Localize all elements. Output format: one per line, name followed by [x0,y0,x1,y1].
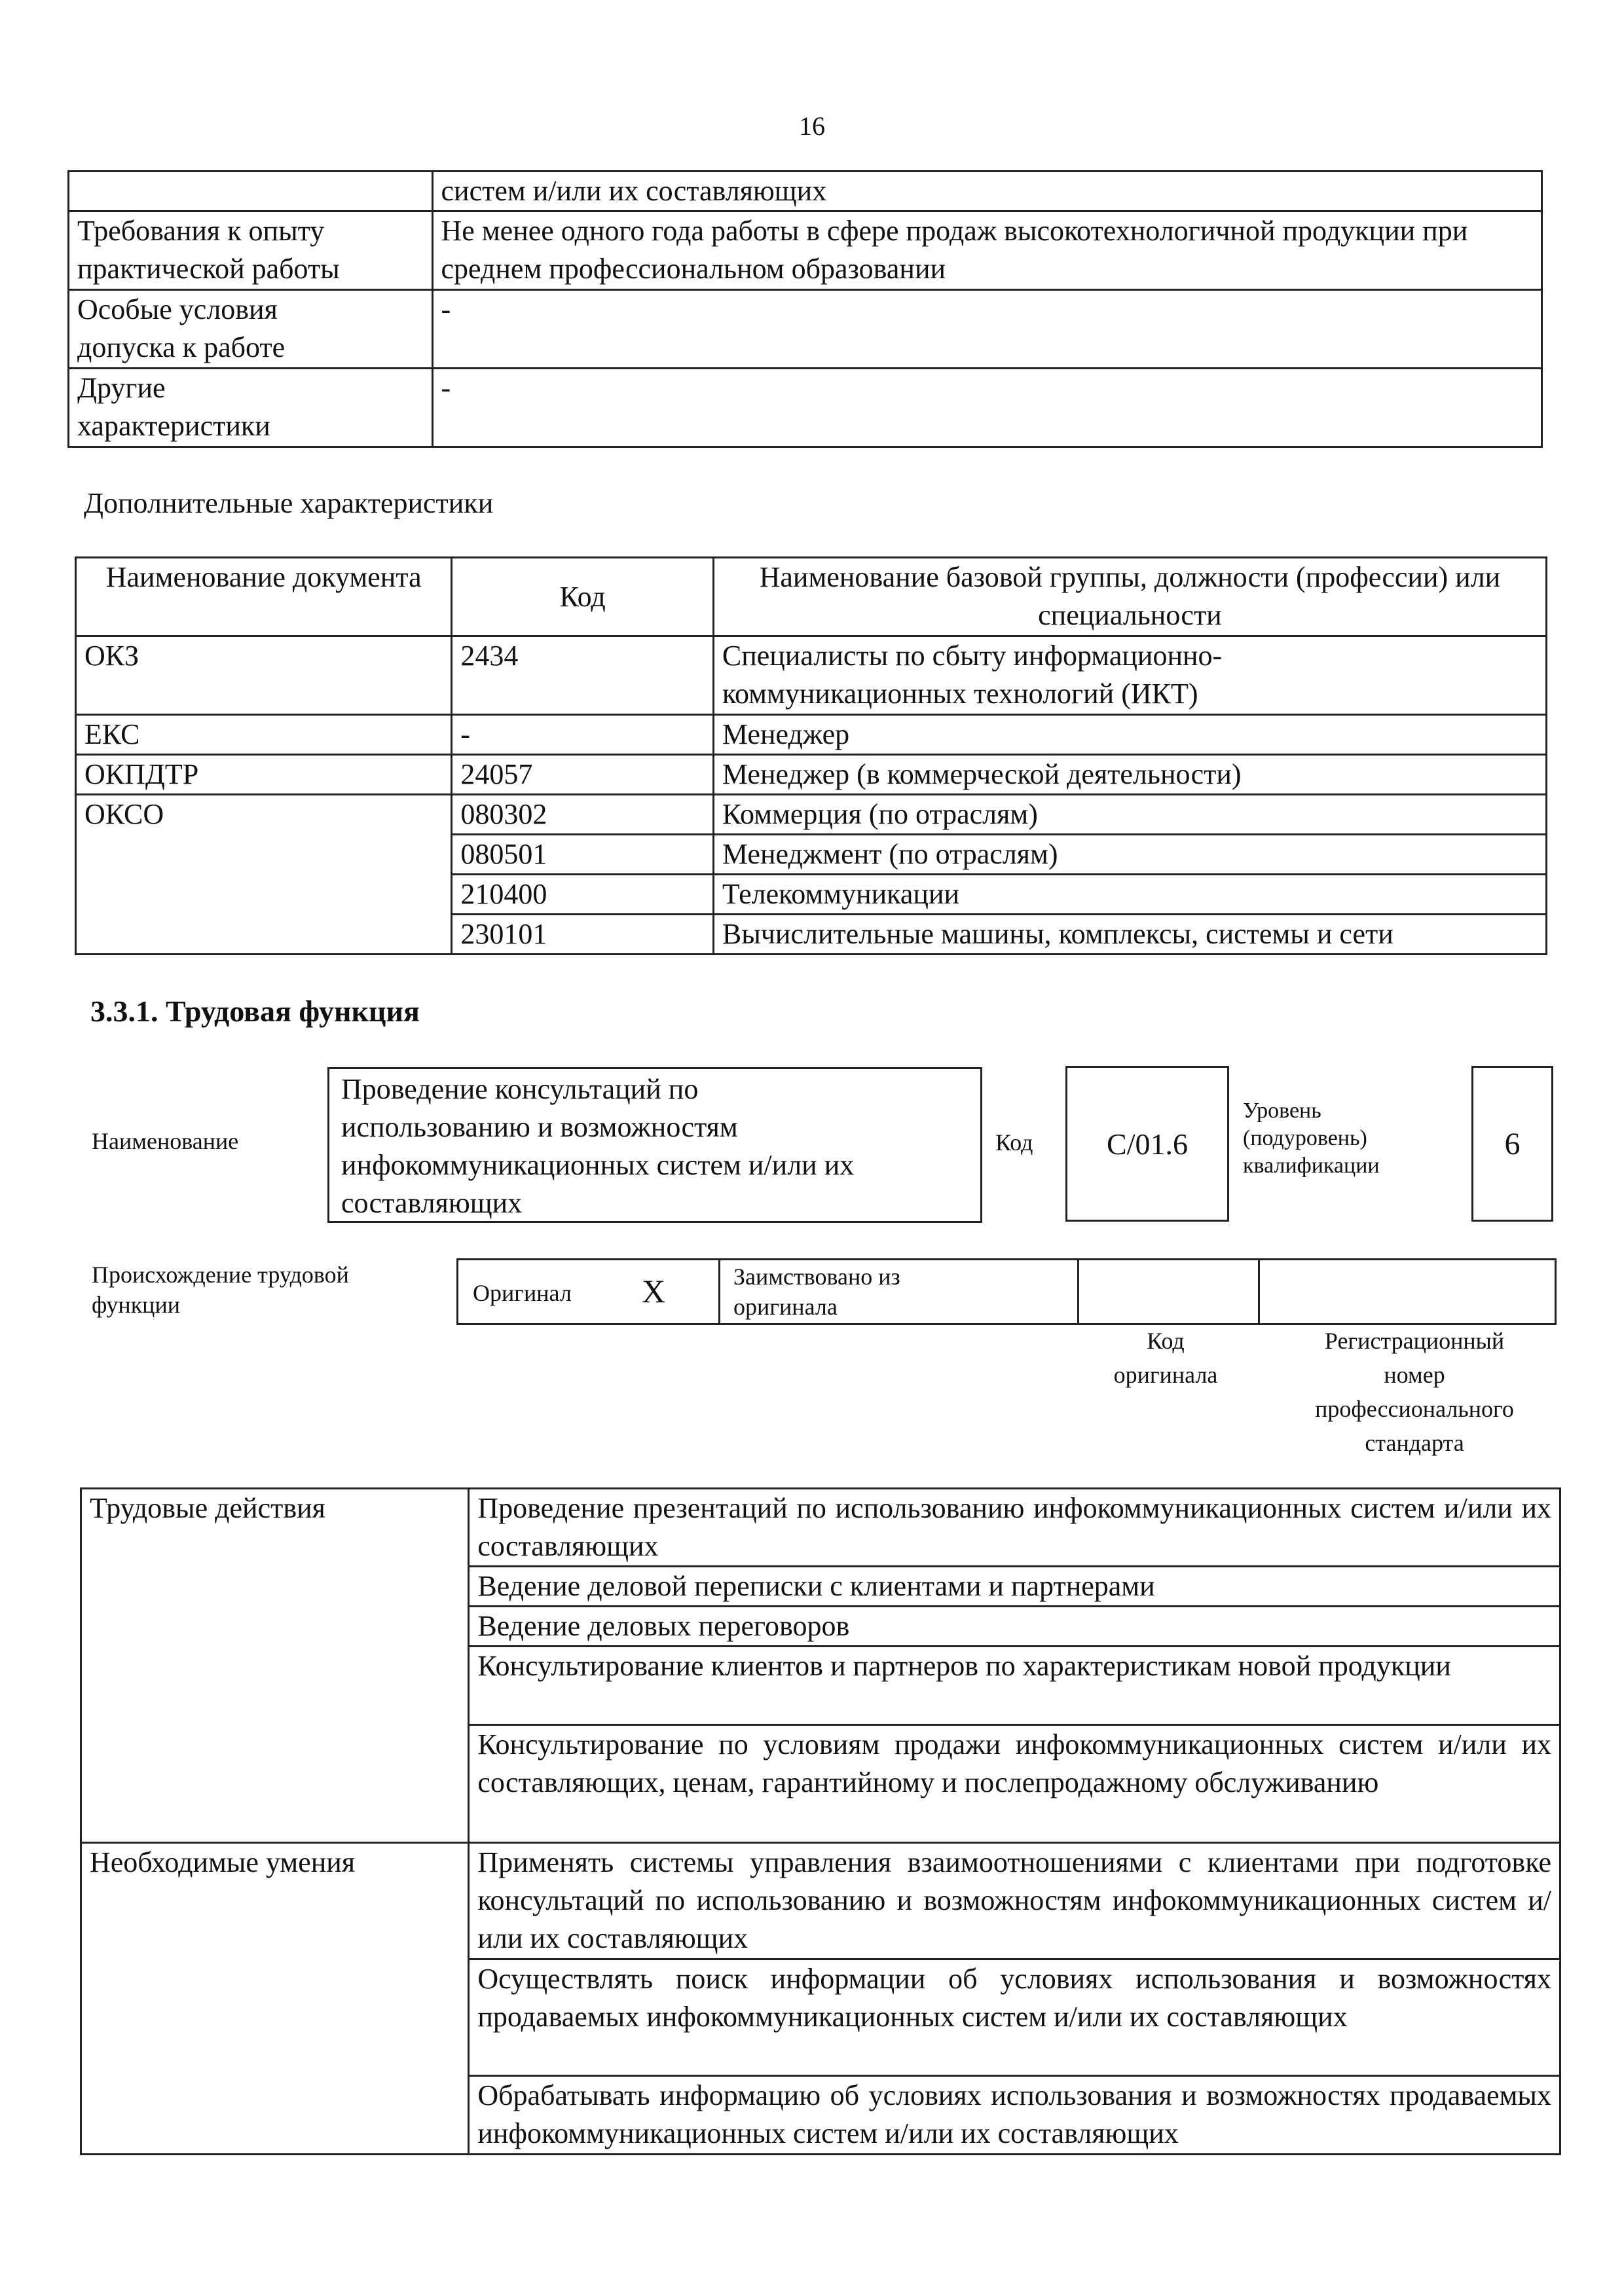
other-characteristics-label: Другие характеристики [69,369,433,447]
special-conditions-value: - [432,290,1541,369]
borrowed-label: Заимствовано из оригинала [733,1264,900,1320]
additional-characteristics-heading: Дополнительные характеристики [84,487,494,519]
header-group-name: Наименование базовой группы, должности (профессии) или специальности [713,558,1546,636]
action-item: Ведение деловых переговоров [469,1607,1560,1647]
original-label: Оригинал [473,1280,572,1306]
name-eks: Менеджер [713,715,1546,755]
skills-label: Необходимые умения [81,1843,469,2155]
experience-label: Требования к опыту практической работы [69,211,433,290]
code-okso-3: 210400 [452,875,713,915]
doc-okso: ОКСО [76,795,452,955]
function-heading: 3.3.1. Трудовая функция [90,994,420,1028]
level-label: Уровень (подуровень) квалификации [1243,1099,1380,1178]
code-okz: 2434 [452,636,713,715]
other-characteristics-value: - [432,369,1541,447]
action-item: Консультирование по условиям продажи инфокоммуникационных систем и/или их составляющих, ценам, гарантийному и послепродажному обслуживанию [469,1725,1560,1843]
name-okso-3: Телекоммуникации [713,875,1546,915]
header-code: Код [452,558,713,636]
function-code-box: С/01.6 [1065,1066,1229,1222]
origin-row [456,1258,1557,1325]
action-item: Проведение презентаций по использованию инфокоммуникационных систем и/или их составляющих [469,1489,1560,1567]
name-label: Наименование [92,1128,239,1154]
code-label: Код [995,1129,1033,1156]
actions-label: Трудовые действия [81,1489,469,1843]
name-okpdtr: Менеджер (в коммерческой деятельности) [713,755,1546,795]
divider [1258,1260,1260,1323]
original-mark: Х [642,1273,666,1309]
reg-number-caption: Регистрационный номер профессионального стандарта [1315,1328,1514,1456]
code-eks: - [452,715,713,755]
origin-label: Происхождение трудовой функции [92,1262,349,1318]
continued-text: систем и/или их составляющих [432,172,1541,211]
page-number: 16 [799,111,825,141]
name-okso-4: Вычислительные машины, комплексы, системы и сети [713,915,1546,955]
skill-item: Применять системы управления взаимоотношениями с клиентами при подготовке консультаций по использованию и возможностям инфокоммуникационных систем и/или их составляющих [469,1843,1560,1959]
code-okso-4: 230101 [452,915,713,955]
header-document: Наименование документа [76,558,452,636]
name-okso-1: Коммерция (по отраслям) [713,795,1546,835]
function-name-box: Проведение консультаций по использованию и возможностям инфокоммуникационных систем и/или их составляющих [327,1067,982,1223]
special-conditions-label: Особые условия допуска к работе [69,290,433,369]
code-okso-2: 080501 [452,835,713,875]
divider [718,1260,720,1323]
empty-cell [69,172,433,211]
action-item: Консультирование клиентов и партнеров по характеристикам новой продукции [469,1647,1560,1725]
divider [1077,1260,1079,1323]
code-original-caption: Код оригинала [1113,1328,1218,1388]
skill-item: Осуществлять поиск информации об условиях использования и возможностях продаваемых инфокоммуникационных систем и/или их составляющих [469,1959,1560,2076]
action-item: Ведение деловой переписки с клиентами и партнерами [469,1567,1560,1607]
name-okz: Специалисты по сбыту информационно- коммуникационных технологий (ИКТ) [713,636,1546,715]
qualification-requirements-table [67,170,1543,448]
labor-actions-table [80,1487,1561,2155]
doc-eks: ЕКС [76,715,452,755]
additional-characteristics-table [75,556,1547,955]
name-okso-2: Менеджмент (по отраслям) [713,835,1546,875]
code-okpdtr: 24057 [452,755,713,795]
code-okso-1: 080302 [452,795,713,835]
doc-okz: ОКЗ [76,636,452,715]
doc-okpdtr: ОКПДТР [76,755,452,795]
level-value-box: 6 [1471,1066,1553,1222]
skill-item: Обрабатывать информацию об условиях использования и возможностях продаваемых инфокоммуникационных систем и/или их составляющих [469,2076,1560,2155]
experience-value: Не менее одного года работы в сфере продаж высокотехнологичной продукции при среднем профессиональном образовании [432,211,1541,290]
